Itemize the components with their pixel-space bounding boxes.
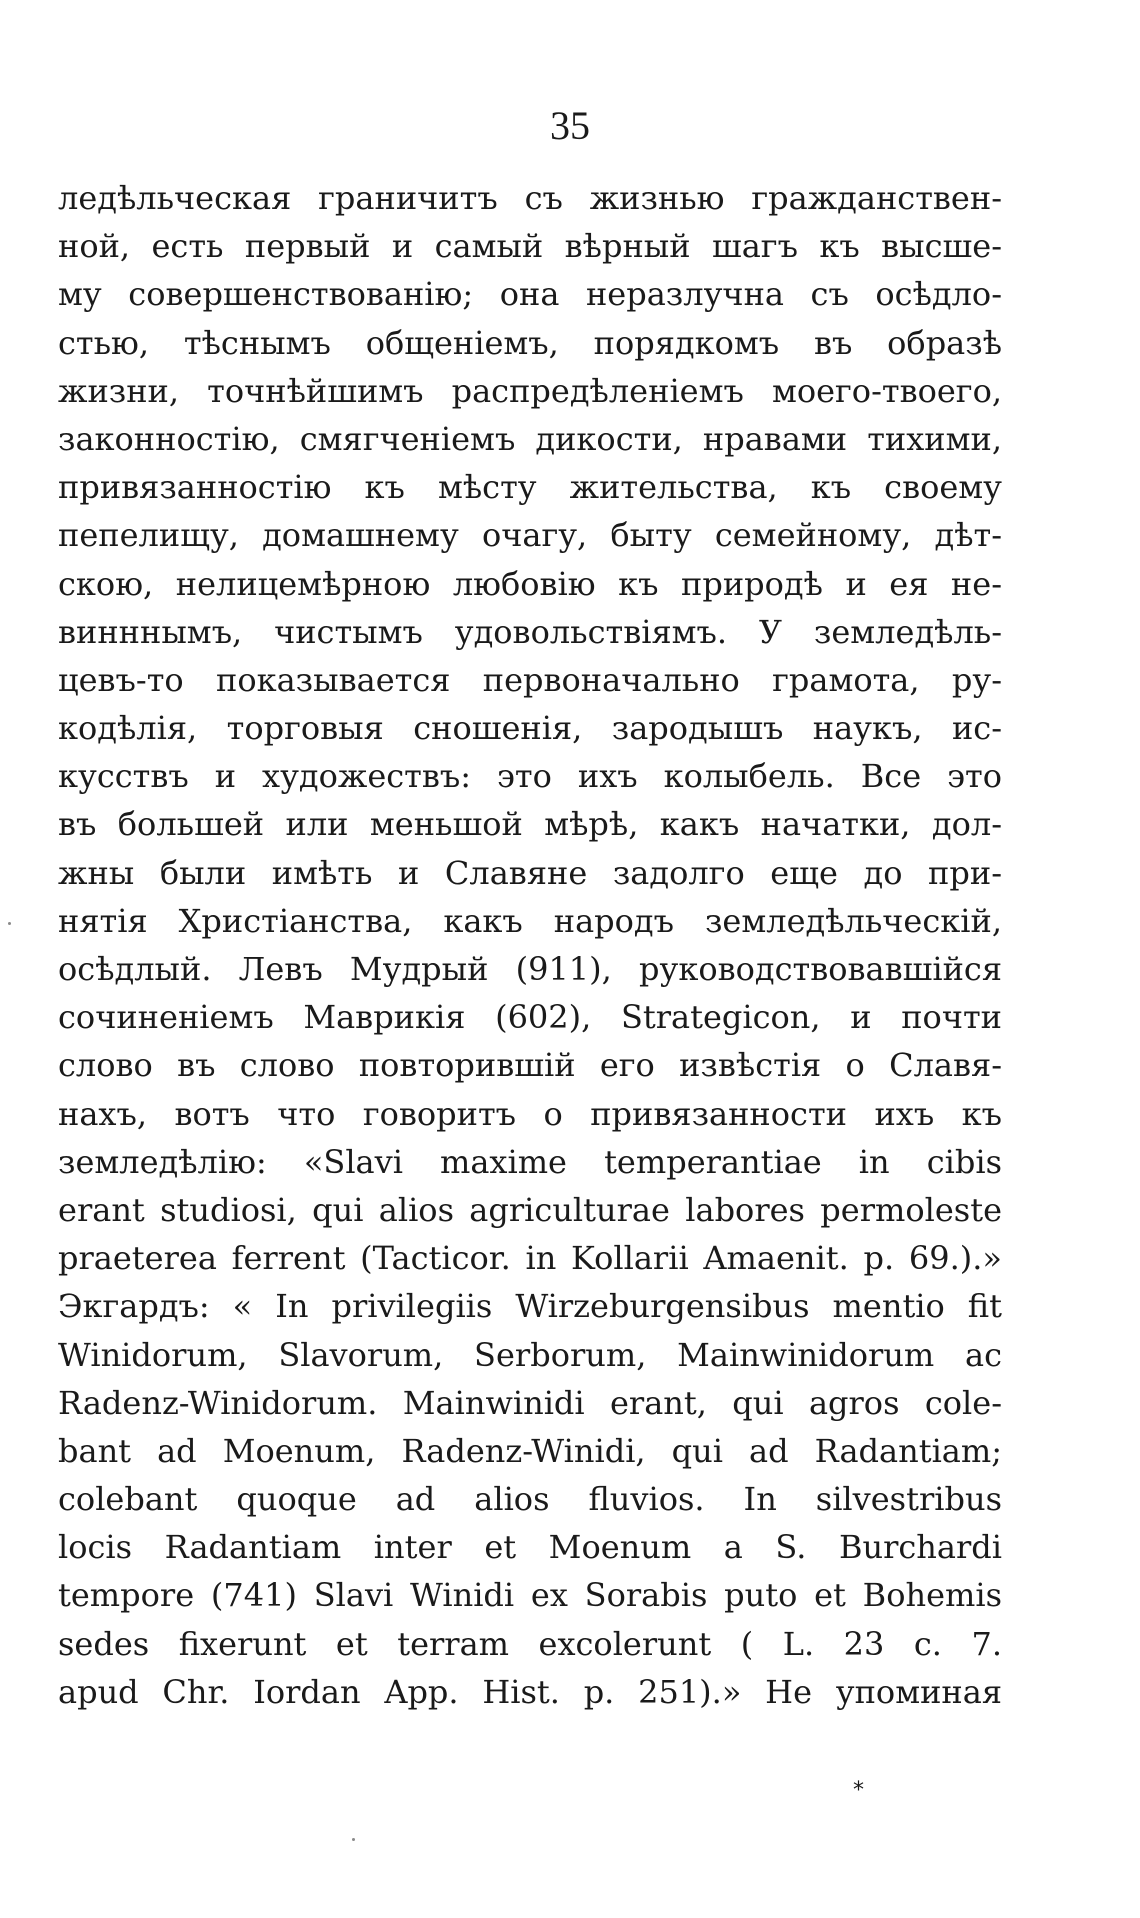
text-line: законностію, смягченіемъ дикости, нравами тихими, <box>58 419 1002 458</box>
signature-mark: * <box>853 1778 864 1803</box>
text-line: colebant quoque ad alios fluvios. In silvestribus <box>58 1480 1002 1519</box>
text-line: Экгардъ: « In privilegiis Wirzeburgensibus mentio fit <box>58 1287 1002 1326</box>
text-line: слово въ слово повторившій его извѣстія о Славя- <box>58 1046 1002 1085</box>
text-line: нахъ, вотъ что говоритъ о привязанности ихъ къ <box>58 1094 1002 1133</box>
paper-speck <box>8 922 11 925</box>
text-line: ледѣльческая граничитъ съ жизнью гражданствен- <box>58 179 1002 217</box>
text-line: praeterea ferrent (Tacticor. in Kollarii Amaenit. p. 69.).» <box>58 1239 1002 1278</box>
text-line: нятія Христіанства, какъ народъ земледѣльческій, <box>58 901 1002 940</box>
text-line: ной, есть первый и самый вѣрный шагъ къ высше- <box>58 227 1002 266</box>
text-line: Radenz-Winidorum. Mainwinidi erant, qui agros cole- <box>58 1383 1002 1422</box>
text-line: стью, тѣснымъ общеніемъ, порядкомъ въ образѣ <box>58 323 1002 362</box>
text-line: bant ad Moenum, Radenz-Winidi, qui ad Radantiam; <box>58 1431 1002 1470</box>
text-line: му совершенствованію; она неразлучна съ осѣдло- <box>58 275 1002 314</box>
text-line: tempore (741) Slavi Winidi ex Sorabis puto et Bohemis <box>58 1576 1002 1615</box>
text-line: sedes fixerunt et terram excolerunt ( L. 23 c. 7. <box>58 1624 1002 1663</box>
text-line: земледѣлію: «Slavi maxime temperantiae in cibis <box>58 1142 1002 1181</box>
text-line: Winidorum, Slavorum, Serborum, Mainwinidorum ac <box>58 1335 1002 1374</box>
text-line: apud Chr. Iordan App. Hist. p. 251).» Не упоминая <box>58 1672 1002 1711</box>
paper-speck <box>352 1838 355 1841</box>
text-line: цевъ-то показывается первоначально грамота, ру- <box>58 660 1002 699</box>
text-line: скою, нелицемѣрною любовію къ природѣ и ея не- <box>58 564 1002 603</box>
body-text <box>58 174 1002 1716</box>
text-line: жизни, точнѣйшимъ распредѣленіемъ моего-твоего, <box>58 371 1002 410</box>
text-line: сочиненіемъ Маврикія (602), Strategicon, и почти <box>58 998 1002 1037</box>
text-line: erant studiosi, qui alios agriculturae labores permoleste <box>58 1190 1002 1229</box>
text-line: осѣдлый. Левъ Мудрый (911), руководствовавшійся <box>58 950 1002 988</box>
text-line: кодѣлія, торговыя сношенія, зародышъ наукъ, ис- <box>58 709 1002 748</box>
text-line: винннымъ, чистымъ удовольствіямъ. У земледѣль- <box>58 612 1002 651</box>
text-line: пепелищу, домашнему очагу, быту семейному, дѣт- <box>58 516 1002 555</box>
page-number: 35 <box>550 103 590 148</box>
text-line: привязанностію къ мѣсту жительства, къ своему <box>58 468 1002 507</box>
text-line: въ большей или меньшой мѣрѣ, какъ начатки, дол- <box>58 805 1002 844</box>
text-line: жны были имѣть и Славяне задолго еще до при- <box>58 853 1002 892</box>
text-line: кусствъ и художествъ: это ихъ колыбель. Все это <box>58 757 1002 796</box>
text-line: locis Radantiam inter et Moenum a S. Burchardi <box>58 1528 1002 1567</box>
